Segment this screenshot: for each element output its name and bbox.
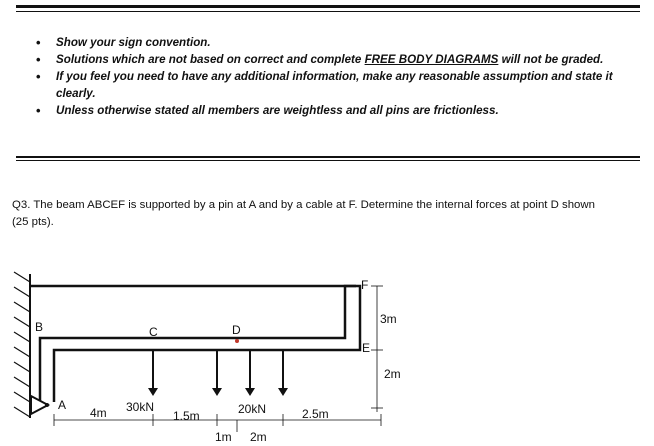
dim-2m-vertical: 2m	[384, 367, 401, 381]
distributed-load-arrows	[217, 350, 283, 390]
instruction-list	[36, 34, 636, 119]
top-rule-thick	[16, 5, 640, 8]
top-rule-thin	[16, 11, 640, 12]
beam-diagram	[0, 262, 654, 446]
dim-3m: 3m	[380, 312, 397, 326]
label-a: A	[58, 398, 67, 412]
instruction-weightless: • Unless otherwise stated all members are weightless and all pins are frictionless.	[36, 102, 636, 119]
dim-2-5m: 2.5m	[302, 407, 329, 421]
pin-a	[45, 403, 49, 407]
beam-abcef	[40, 286, 360, 402]
dim-1m: 1m	[215, 430, 232, 444]
dim-1-5m: 1.5m	[173, 409, 200, 423]
label-f: F	[361, 278, 369, 292]
instruction-sign-convention: • Show your sign convention.	[36, 34, 636, 51]
wall-hatching	[14, 272, 30, 417]
label-b: B	[35, 320, 44, 334]
point-d-marker	[235, 339, 239, 343]
label-c: C	[149, 325, 158, 339]
instruction-assumptions: • If you feel you need to have any additional information, make any reasonable assumption and state it clearly.	[36, 68, 636, 102]
load-c-label: 30kN	[126, 400, 155, 414]
middle-rule-thick	[16, 156, 640, 158]
free-body-diagrams-emphasis: FREE BODY DIAGRAMS	[364, 53, 499, 66]
label-d: D	[232, 323, 241, 337]
dim-4m: 4m	[90, 406, 107, 420]
instruction-free-body: • Solutions which are not based on correct and complete FREE BODY DIAGRAMS will not be graded.	[36, 51, 636, 68]
question-text: Q3. The beam ABCEF is supported by a pin at A and by a cable at F. Determine the internal forces at point D shown (25 pts).	[12, 199, 595, 228]
load-arrow-c	[148, 350, 158, 396]
distributed-load-arrowheads	[212, 388, 288, 396]
label-e: E	[362, 341, 371, 355]
dist-load-label: 20kN	[238, 402, 267, 416]
dim-2m-horizontal: 2m	[250, 430, 267, 444]
middle-rule-thin	[16, 160, 640, 161]
